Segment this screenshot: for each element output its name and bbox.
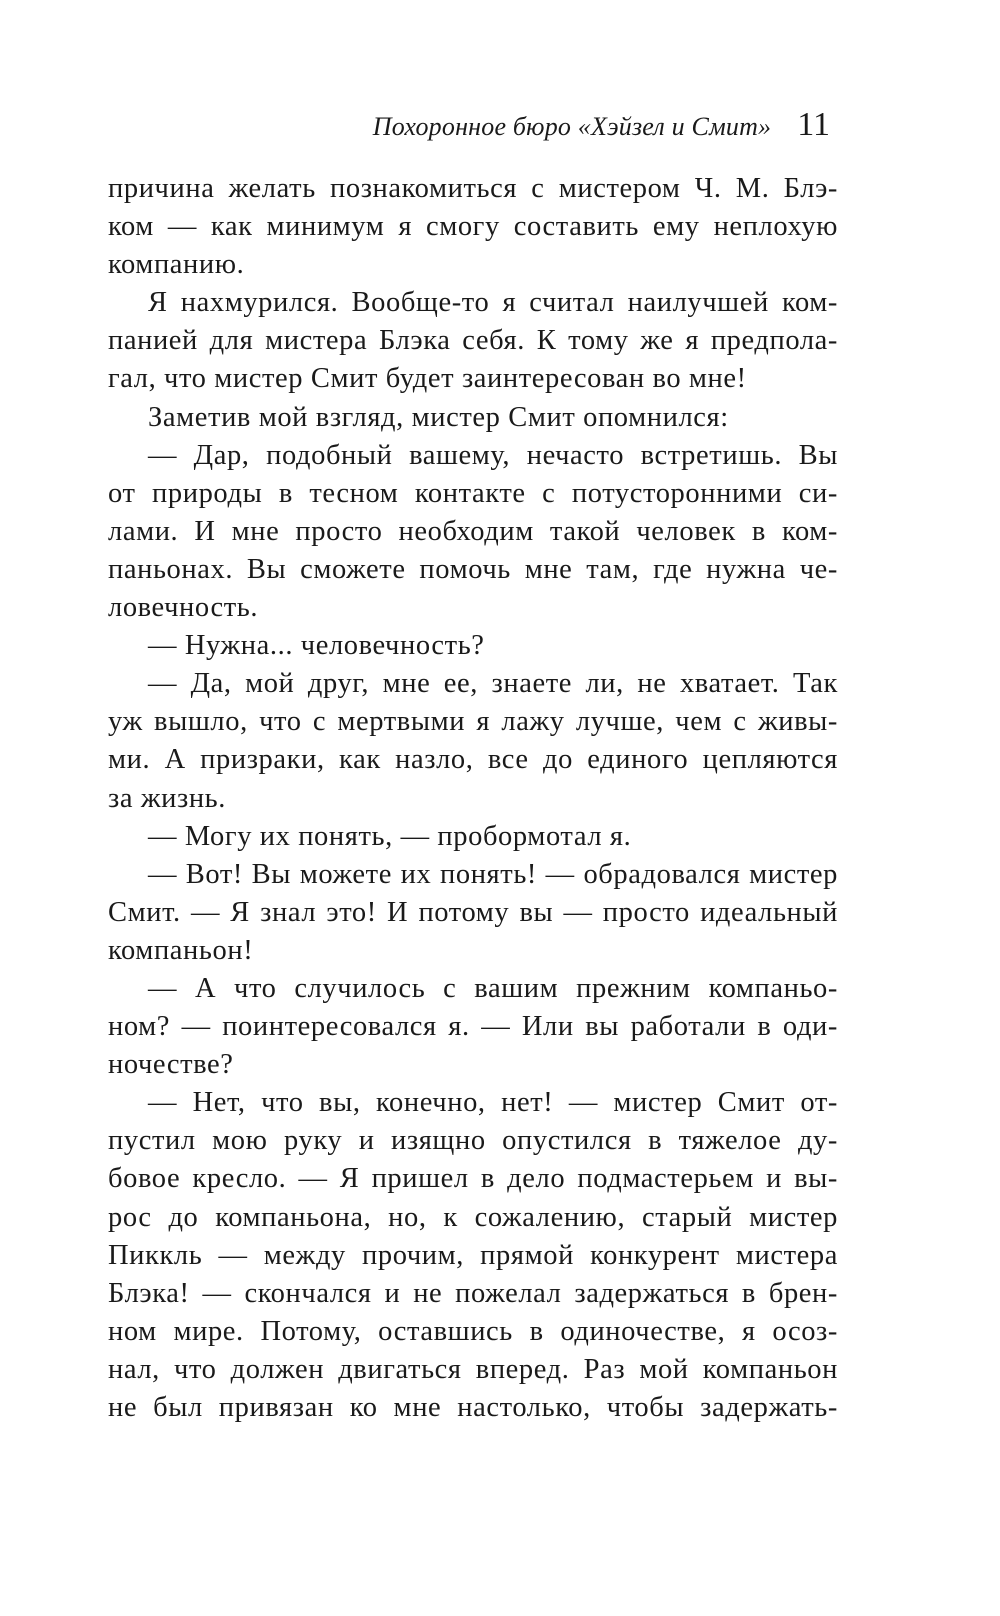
text-line: Блэка! — скончался и не пожелал задержаться в брен- (108, 1277, 838, 1309)
text-line: ночестве? (108, 1049, 234, 1081)
text-line: — Дар, подобный вашему, нечасто встретишь. Вы (148, 439, 838, 471)
text-line: гал, что мистер Смит будет заинтересован во мне! (108, 363, 747, 395)
page-number: 11 (797, 106, 830, 143)
text-line: — А что случилось с вашим прежним компаньо- (148, 972, 838, 1004)
text-line: рос до компаньона, но, к сожалению, старый мистер (108, 1201, 838, 1233)
text-line: бовое кресло. — Я пришел в дело подмастерьем и вы- (108, 1163, 838, 1195)
text-line: — Нужна... человечность? (148, 630, 485, 662)
text-line: Заметив мой взгляд, мистер Смит опомнился: (148, 401, 729, 433)
text-line: лами. И мне просто необходим такой человек в ком- (108, 515, 838, 547)
text-line: компанию. (108, 249, 245, 281)
running-title: Похоронное бюро «Хэйзел и Смит» (372, 112, 772, 141)
text-line: нал, что должен двигаться вперед. Раз мой компаньон (108, 1353, 838, 1385)
body-text (108, 170, 838, 1427)
running-head (373, 106, 830, 144)
text-line: не был привязан ко мне настолько, чтобы задержать- (108, 1392, 838, 1423)
text-line: панией для мистера Блэка себя. К тому же я предпола- (108, 325, 838, 357)
text-line: — Вот! Вы можете их понять! — обрадовался мистер (148, 858, 838, 890)
text-line: пустил мою руку и изящно опустился в тяжелое ду- (108, 1125, 838, 1157)
text-line: ком — как минимум я смогу составить ему неплохую (108, 211, 838, 243)
text-line: ном мире. Потому, оставшись в одиночестве, я осоз- (108, 1315, 838, 1347)
text-line: от природы в тесном контакте с потусторонними си- (108, 477, 838, 509)
text-line: ми. А призраки, как назло, все до единого цепляются (108, 744, 838, 776)
text-line: компаньон! (108, 934, 254, 966)
text-line: — Нет, что вы, конечно, нет! — мистер Смит от- (148, 1087, 838, 1119)
text-line: уж вышло, что с мертвыми я лажу лучше, чем с живы- (108, 706, 838, 738)
text-line: ном? — поинтересовался я. — Или вы работали в оди- (108, 1011, 838, 1043)
text-line: паньонах. Вы сможете помочь мне там, где нужна че- (108, 553, 838, 585)
text-line: Пиккль — между прочим, прямой конкурент мистера (108, 1239, 838, 1271)
text-line: ловечность. (108, 592, 259, 624)
text-line: — Да, мой друг, мне ее, знаете ли, не хватает. Так (148, 668, 838, 700)
text-line: Смит. — Я знал это! И потому вы — просто идеальный (108, 896, 838, 928)
text-line: — Могу их понять, — пробормотал я. (148, 820, 632, 852)
text-line: причина желать познакомиться с мистером Ч. М. Блэ- (108, 173, 838, 204)
text-line: за жизнь. (108, 782, 227, 814)
text-line: Я нахмурился. Вообще-то я считал наилучшей ком- (148, 287, 838, 319)
